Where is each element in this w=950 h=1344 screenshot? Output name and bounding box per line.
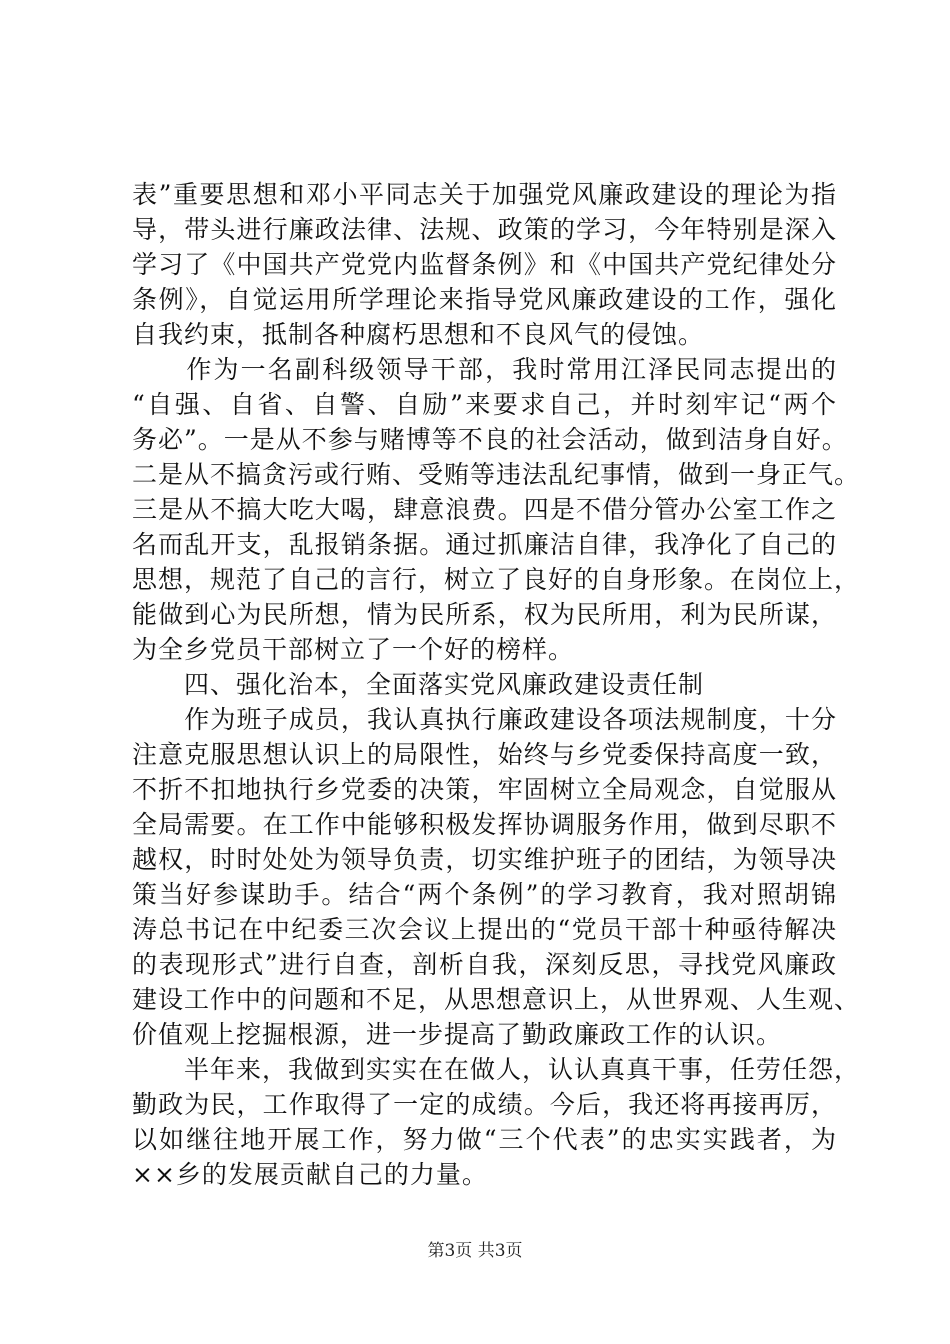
text-line: 条例》，自觉运用所学理论来指导党风廉政建设的工作，强化 [132,285,837,314]
document-body [132,177,861,1192]
text-line: 价值观上挖掘根源，进一步提高了勤政廉政工作的认识。 [132,1020,783,1049]
text-line: 全局需要。在工作中能够积极发挥协调服务作用，做到尽职不 [132,810,837,839]
text-line: 涛总书记在中纪委三次会议上提出的“党员干部十种亟待解决 [132,915,837,944]
text-line: 不折不扣地执行乡党委的决策，牢固树立全局观念，自觉服从 [132,775,837,804]
text-line: 作为班子成员，我认真执行廉政建设各项法规制度，十分 [132,705,837,734]
text-line: 二是从不搞贪污或行贿、受贿等违法乱纪事情，做到一身正气。 [132,460,861,489]
text-line: 表”重要思想和邓小平同志关于加强党风廉政建设的理论为指 [132,180,837,209]
text-line: 越权，时时处处为领导负责，切实维护班子的团结，为领导决 [132,845,837,874]
text-line: 作为一名副科级领导干部，我时常用江泽民同志提出的 [132,355,837,384]
text-line: 学习了《中国共产党党内监督条例》和《中国共产党纪律处分 [132,250,837,279]
text-line: 为全乡党员干部树立了一个好的榜样。 [132,635,575,664]
text-line: 三是从不搞大吃大喝，肆意浪费。四是不借分管办公室工作之 [132,495,837,524]
text-line: 注意克服思想认识上的局限性，始终与乡党委保持高度一致， [132,740,837,769]
text-line: 勤政为民，工作取得了一定的成绩。今后，我还将再接再厉， [132,1090,837,1119]
text-line: ××乡的发展贡献自己的力量。 [132,1160,488,1189]
text-line: 思想，规范了自己的言行，树立了良好的自身形象。在岗位上， [132,565,861,594]
text-line: 务必”。一是从不参与赌博等不良的社会活动，做到洁身自好。 [132,425,848,454]
text-line: 建设工作中的问题和不足，从思想意识上，从世界观、人生观、 [132,985,861,1014]
text-line: 导，带头进行廉政法律、法规、政策的学习，今年特别是深入 [132,215,837,244]
text-line: 的表现形式”进行自查，剖析自我，深刻反思，寻找党风廉政 [132,950,837,979]
section-heading: 四、强化治本，全面落实党风廉政建设责任制 [132,670,705,699]
page-number-footer: 第3页 共3页 [427,1241,523,1261]
text-line: “自强、自省、自警、自励”来要求自己，并时刻牢记“两个 [132,390,837,419]
text-line: 以如继往地开展工作，努力做“三个代表”的忠实实践者，为 [132,1125,837,1154]
text-line: 能做到心为民所想，情为民所系，权为民所用，利为民所谋， [132,600,837,629]
text-line: 半年来，我做到实实在在做人，认认真真干事，任劳任怨， [132,1055,861,1084]
text-line: 策当好参谋助手。结合“两个条例”的学习教育，我对照胡锦 [132,880,837,909]
text-line: 名而乱开支，乱报销条据。通过抓廉洁自律，我净化了自己的 [132,530,837,559]
text-line: 自我约束，抵制各种腐朽思想和不良风气的侵蚀。 [132,320,705,349]
